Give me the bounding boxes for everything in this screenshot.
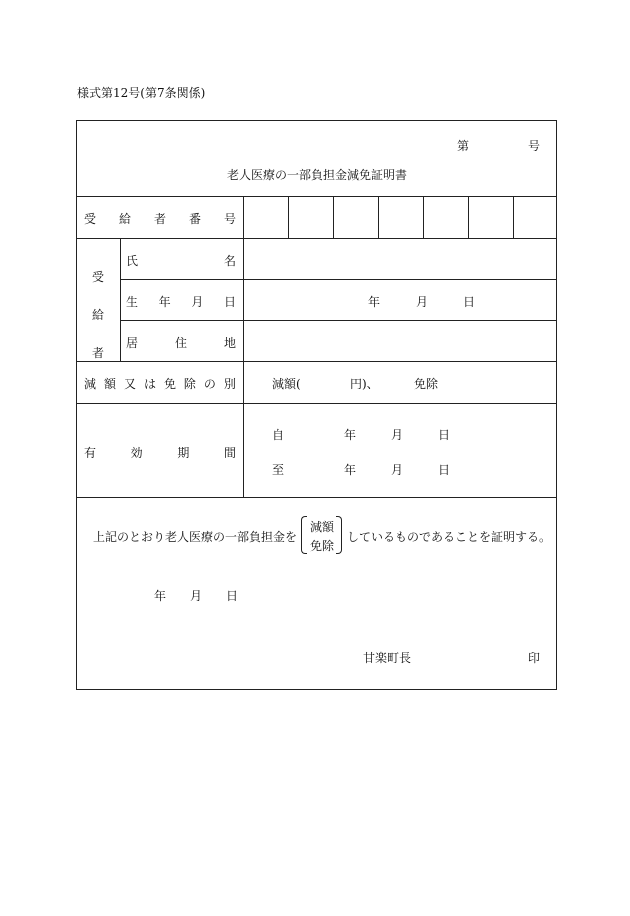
form-id: 様式第12号(第7条関係) xyxy=(77,86,206,100)
left-bracket xyxy=(301,516,307,554)
divider xyxy=(288,196,289,238)
address-label: 居 住 地 xyxy=(126,336,236,350)
from-label: 自 xyxy=(272,428,285,442)
divider xyxy=(76,361,557,362)
certification-text-before: 上記のとおり老人医療の一部負担金を xyxy=(93,530,298,544)
period-label: 有 効 期 間 xyxy=(84,446,236,460)
from-day: 日 xyxy=(438,428,451,442)
birth-year: 年 xyxy=(368,295,381,309)
issue-day: 日 xyxy=(226,589,239,603)
issue-month: 月 xyxy=(190,589,203,603)
number-suffix: 号 xyxy=(528,139,541,153)
divider xyxy=(243,196,244,497)
divider xyxy=(423,196,424,238)
divider xyxy=(120,279,557,280)
divider xyxy=(120,238,121,361)
divider xyxy=(468,196,469,238)
number-prefix: 第 xyxy=(457,139,470,153)
divider xyxy=(333,196,334,238)
to-year: 年 xyxy=(344,463,357,477)
to-month: 月 xyxy=(391,463,404,477)
to-label: 至 xyxy=(272,463,285,477)
certification-text-after: しているものであることを証明する。 xyxy=(347,530,552,544)
yen-value: 円)、 xyxy=(350,377,379,391)
recipient-label: 受給者 xyxy=(92,270,105,360)
divider xyxy=(378,196,379,238)
divider xyxy=(76,497,557,498)
seal-mark: 印 xyxy=(528,651,541,665)
right-bracket xyxy=(336,516,342,554)
to-day: 日 xyxy=(438,463,451,477)
issue-year: 年 xyxy=(154,589,167,603)
exemption-value: 免除 xyxy=(414,377,439,391)
certificate-frame xyxy=(76,120,557,690)
mayor-title: 甘楽町長 xyxy=(363,651,412,665)
recipient-number-label: 受 給 者 番 号 xyxy=(84,212,236,226)
divider xyxy=(513,196,514,238)
reduction-value: 減額( xyxy=(272,377,301,391)
option-exemption: 免除 xyxy=(310,539,335,553)
birth-day: 日 xyxy=(463,295,476,309)
divider xyxy=(76,196,557,197)
option-reduction: 減額 xyxy=(310,520,335,534)
name-label: 氏 名 xyxy=(126,254,236,268)
birth-label: 生 年 月 日 xyxy=(126,295,236,309)
divider xyxy=(76,238,557,239)
type-label: 減 額 又 は 免 除 の 別 xyxy=(84,377,236,391)
from-month: 月 xyxy=(391,428,404,442)
from-year: 年 xyxy=(344,428,357,442)
divider xyxy=(76,403,557,404)
birth-month: 月 xyxy=(416,295,429,309)
document-title: 老人医療の一部負担金減免証明書 xyxy=(227,168,408,182)
divider xyxy=(120,320,557,321)
